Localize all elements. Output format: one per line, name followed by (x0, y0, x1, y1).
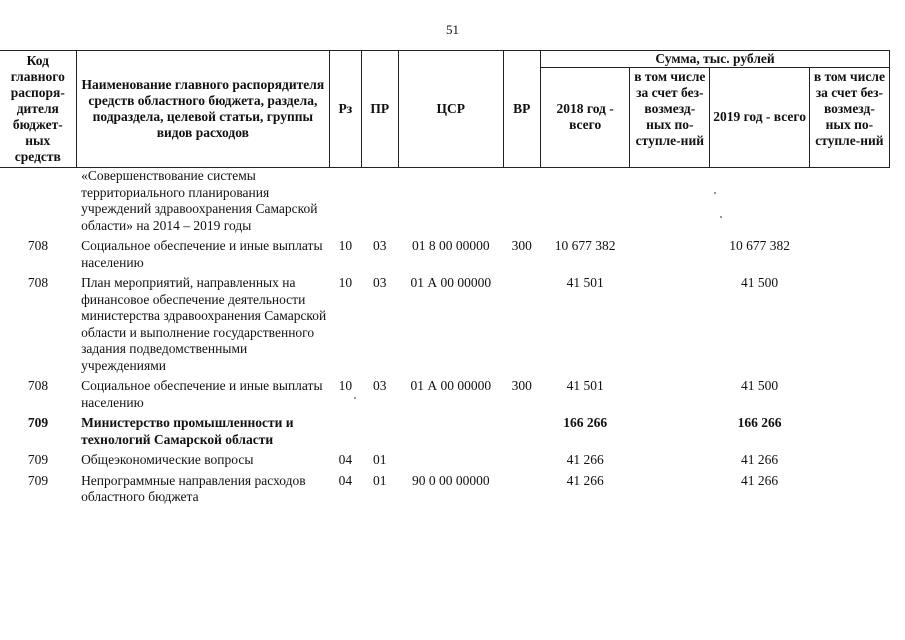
row-rz: 10 (338, 275, 353, 290)
table-row (0, 469, 890, 506)
row-2019-free (809, 448, 889, 469)
header-2018-total: 2018 год - всего (541, 68, 630, 168)
table-row (0, 234, 890, 271)
row-pr: 01 (373, 472, 387, 488)
row-pr: 03 (373, 378, 387, 393)
row-vr (503, 448, 541, 469)
row-code (0, 168, 76, 235)
row-2019-total: 41 500 (741, 275, 779, 290)
row-name: Министерство промышленности и технологий Самарской области (81, 415, 294, 447)
row-2018-total: 10 677 382 (554, 238, 616, 253)
row-2018-free (630, 448, 710, 469)
row-csr (399, 411, 503, 448)
header-2019-total: 2019 год - всего (710, 68, 809, 168)
row-2019-free (809, 469, 889, 506)
row-name: Социальное обеспечение и иные выплаты населению (81, 378, 323, 410)
table-header (0, 51, 890, 168)
row-2019-total: 41 500 (741, 378, 779, 393)
row-2019-free (809, 168, 889, 235)
row-2019-total (710, 168, 809, 235)
row-2019-total: 41 266 (741, 452, 779, 467)
row-2019-free (809, 271, 889, 374)
header-vr: ВР (503, 51, 541, 168)
row-2018-free (630, 469, 710, 506)
header-code: Код главного распоря-дителя бюджет-ных средств (0, 51, 76, 168)
row-rz: 04 (338, 472, 353, 488)
row-2018-free (630, 411, 710, 448)
scan-speck (354, 397, 356, 399)
scan-speck (720, 216, 722, 218)
row-2018-total (541, 168, 630, 235)
row-name: «Совершенствование системы территориального планирования учреждений здравоохранения Самарской области» на 2014 – 2019 годы (81, 168, 318, 233)
row-2018-total: 41 501 (566, 378, 604, 393)
row-name: Непрограммные направления расходов областного бюджета (81, 472, 306, 504)
row-code: 709 (27, 415, 49, 430)
header-name: Наименование главного распорядителя средств областного бюджета, раздела, подраздела, целевой статьи, группы видов расходов (76, 51, 330, 168)
row-csr (399, 168, 503, 235)
row-vr: 300 (511, 238, 532, 253)
budget-table (0, 50, 890, 506)
header-2019-free: в том числе за счет без-возмезд-ных по-ступле-ний (809, 68, 889, 168)
row-2018-total: 41 501 (566, 275, 604, 290)
row-2018-total: 41 266 (566, 452, 604, 467)
row-2018-total: 41 266 (566, 472, 604, 488)
header-2018-free: в том числе за счет без-возмезд-ных по-ступле-ний (630, 68, 710, 168)
row-vr: 300 (511, 378, 532, 393)
header-rz: Рз (330, 51, 361, 168)
table-row (0, 411, 890, 448)
row-2018-free (630, 271, 710, 374)
row-2019-total: 10 677 382 (729, 238, 790, 253)
row-pr: 03 (373, 275, 387, 290)
row-csr (399, 448, 503, 469)
row-vr (503, 469, 541, 506)
row-pr: 03 (373, 238, 387, 253)
row-2018-free (630, 168, 710, 235)
row-rz: 10 (338, 378, 353, 393)
row-pr (361, 411, 399, 448)
table-row (0, 168, 890, 235)
row-code: 708 (27, 378, 49, 393)
budget-table-container (0, 50, 905, 506)
row-code: 708 (27, 238, 49, 253)
table-row (0, 271, 890, 374)
row-rz: 10 (338, 238, 353, 253)
row-csr: 01 А 00 00000 (410, 378, 492, 393)
row-rz (330, 411, 361, 448)
row-csr: 90 0 00 00000 (411, 472, 490, 488)
row-csr: 01 8 00 00000 (411, 238, 490, 253)
row-2018-free (630, 234, 710, 271)
row-2019-total: 41 266 (741, 472, 779, 488)
row-vr (503, 411, 541, 448)
row-csr: 01 А 00 00000 (410, 275, 492, 290)
row-2019-free (809, 234, 889, 271)
row-name: Общеэкономические вопросы (81, 452, 254, 467)
page-number: 51 (446, 22, 459, 37)
row-code: 709 (27, 472, 49, 488)
table-row (0, 448, 890, 469)
row-2018-total: 166 266 (563, 415, 608, 430)
header-pr: ПР (361, 51, 399, 168)
row-pr (361, 168, 399, 235)
row-name: План мероприятий, направленных на финансовое обеспечение деятельности министерства здравоохранения Самарской области и выполнение государственного задания подведомственными учреждениями (81, 275, 327, 373)
table-body (0, 168, 890, 506)
row-name: Социальное обеспечение и иные выплаты населению (81, 238, 323, 270)
row-2019-total: 166 266 (737, 415, 782, 430)
row-2019-free (809, 411, 889, 448)
scan-speck (714, 192, 716, 194)
row-code: 708 (27, 275, 49, 290)
table-row (0, 374, 890, 411)
row-2018-free (630, 374, 710, 411)
row-pr: 01 (373, 452, 387, 467)
row-vr (503, 271, 541, 374)
row-rz (330, 168, 361, 235)
row-vr (503, 168, 541, 235)
row-code: 709 (27, 452, 49, 467)
row-rz: 04 (338, 452, 353, 467)
row-2019-free (809, 374, 889, 411)
header-csr: ЦСР (399, 51, 503, 168)
header-sum-group: Сумма, тыс. рублей (541, 51, 890, 68)
